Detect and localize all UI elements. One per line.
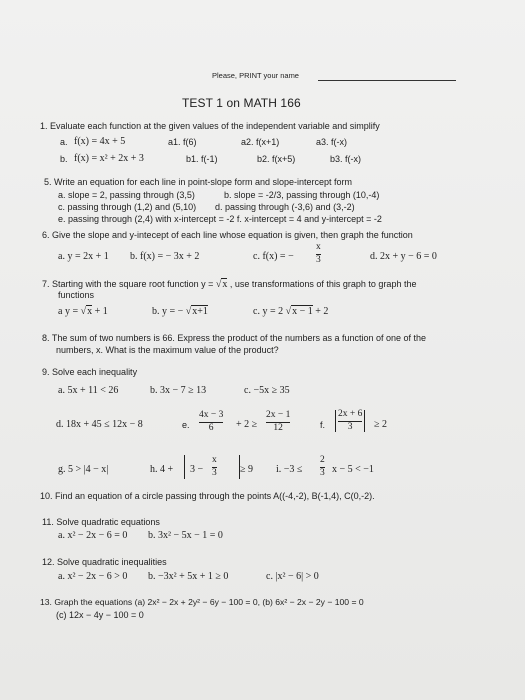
- q7-a: [58, 306, 108, 317]
- q7-b: [152, 306, 208, 317]
- q7-b-radicand: x+1: [192, 306, 208, 317]
- q12-b: b. −3x² + 5x + 1 ≥ 0: [148, 571, 229, 582]
- q12-prompt: 12. Solve quadratic inequalities: [42, 557, 167, 567]
- q9-i-numerator: 2: [320, 455, 325, 465]
- q7-a-suffix: + 1: [92, 306, 108, 317]
- page-title: TEST 1 on MATH 166: [182, 96, 301, 110]
- q7-c-prefix: c. y = 2: [253, 306, 286, 317]
- q7-c: [253, 306, 328, 317]
- q11-a: a. x² − 2x − 6 = 0: [58, 530, 128, 541]
- q9-e-fraction1: [199, 411, 223, 433]
- q1-b-function: f(x) = x² + 2x + 3: [74, 153, 144, 164]
- q9-i-suffix: x − 5 < −1: [332, 464, 374, 475]
- name-underline[interactable]: [318, 80, 456, 81]
- q1-prompt: 1. Evaluate each function at the given values of the independent variable and simplify: [40, 121, 380, 131]
- q5-d: d. passing through (-3,6) and (3,-2): [215, 202, 355, 212]
- q6-c-denominator: 3: [316, 254, 321, 265]
- q13-line1: 13. Graph the equations (a) 2x² − 2x + 2y² − 6y − 100 = 0, (b) 6x² − 2x − 2y − 100 = 0: [40, 597, 364, 607]
- q1-a-label: a.: [60, 137, 68, 147]
- q7-c-sqrt-sign: √: [285, 306, 292, 317]
- q8-line1: 8. The sum of two numbers is 66. Express the product of the numbers as a function of one of the: [42, 333, 427, 343]
- q6-a: a. y = 2x + 1: [58, 251, 109, 262]
- q12-a: a. x² − 2x − 6 > 0: [58, 571, 128, 582]
- q9-h-denominator: 3: [212, 467, 217, 478]
- q9-f-numerator: 2x + 6: [338, 409, 363, 419]
- q9-a: a. 5x + 11 < 26: [58, 385, 119, 396]
- q1-b3: b3. f(-x): [330, 154, 362, 164]
- q7-prompt-line2: functions: [58, 290, 95, 300]
- print-name-label: Please, PRINT your name: [212, 71, 299, 80]
- q9-b: b. 3x − 7 ≥ 13: [150, 385, 207, 396]
- q5-c: c. passing through (1,2) and (5,10): [58, 202, 197, 212]
- q9-i-denominator: 3: [320, 467, 325, 478]
- q7-sqrt-sign: √: [215, 279, 222, 290]
- q13-line2: (c) 12x − 4y − 100 = 0: [56, 610, 144, 620]
- q7-c-radicand: x − 1: [292, 306, 313, 317]
- q9-f-denominator: 3: [347, 421, 353, 432]
- q9-i-prefix: i. −3 ≤: [276, 464, 303, 475]
- q9-h-relation: ≥ 9: [240, 464, 253, 475]
- q7-b-prefix: b. y = −: [152, 306, 186, 317]
- q7-a-prefix: a y =: [58, 306, 81, 317]
- q7-prompt-before: 7. Starting with the square root function y =: [42, 279, 216, 289]
- q9-f-relation: ≥ 2: [374, 419, 387, 430]
- q5-e-f: e. passing through (2,4) with x-intercept = -2 f. x-intercept = 4 and y-intercept = -2: [58, 214, 382, 224]
- q5-b: b. slope = -2/3, passing through (10,-4): [224, 190, 380, 200]
- q7-prompt-radicand: x: [222, 279, 228, 290]
- q9-f-label: f.: [320, 420, 326, 430]
- q9-h-prefix: h. 4 +: [150, 464, 174, 475]
- q9-e-f1-numerator: 4x − 3: [199, 410, 224, 420]
- q9-h-fraction: [212, 456, 217, 478]
- q9-e-middle: + 2 ≥: [236, 419, 258, 430]
- q6-c-numerator: x: [316, 242, 321, 252]
- q6-d: d. 2x + y − 6 = 0: [370, 251, 437, 262]
- q7-b-sqrt-sign: √: [185, 306, 192, 317]
- q1-b-label: b.: [60, 154, 68, 164]
- q1-b1: b1. f(-1): [186, 154, 218, 164]
- q9-i-fraction: [320, 456, 325, 478]
- q6-prompt: 6. Give the slope and y-intecept of each line whose equation is given, then graph the function: [42, 230, 413, 240]
- q1-a3: a3. f(-x): [316, 137, 348, 147]
- q9-f-absolute-fraction: [335, 410, 365, 432]
- q7-prompt: [42, 279, 416, 290]
- q6-b: b. f(x) = − 3x + 2: [130, 251, 200, 262]
- q7-a-sqrt-sign: √: [80, 306, 87, 317]
- q9-e-label: e.: [182, 420, 190, 430]
- q7-a-radicand: x: [87, 306, 93, 317]
- q9-prompt: 9. Solve each inequality: [42, 367, 138, 377]
- q9-h-numerator: x: [212, 455, 217, 465]
- q9-h-inner: 3 −: [190, 464, 204, 475]
- q9-e-f2-numerator: 2x − 1: [266, 410, 291, 420]
- q9-e-fraction2: [266, 411, 290, 433]
- q8-line2: numbers, x. What is the maximum value of the product?: [56, 345, 279, 355]
- q12-c: c. |x² − 6| > 0: [266, 571, 319, 582]
- q1-a-function: f(x) = 4x + 5: [74, 136, 126, 147]
- q9-c: c. −5x ≥ 35: [244, 385, 290, 396]
- q9-g: g. 5 > |4 − x|: [58, 464, 109, 475]
- q7-c-suffix: + 2: [312, 306, 329, 317]
- q11-prompt: 11. Solve quadratic equations: [42, 517, 160, 527]
- q5-a: a. slope = 2, passing through (3,5): [58, 190, 195, 200]
- q1-a1: a1. f(6): [168, 137, 197, 147]
- q1-b2: b2. f(x+5): [257, 154, 296, 164]
- q6-c-fraction: [316, 243, 321, 265]
- q7-prompt-after: , use transformations of this graph to graph the: [227, 279, 417, 289]
- q9-e-f2-denominator: 12: [273, 422, 283, 433]
- q5-prompt: 5. Write an equation for each line in point-slope form and slope-intercept form: [44, 177, 352, 187]
- q9-e-f1-denominator: 6: [208, 422, 214, 433]
- q6-c-prefix: c. f(x) = −: [253, 251, 294, 262]
- q1-a2: a2. f(x+1): [241, 137, 280, 147]
- q11-b: b. 3x² − 5x − 1 = 0: [148, 530, 223, 541]
- q10-text: 10. Find an equation of a circle passing through the points A((-4,-2), B(-1,4), C(0,-2).: [40, 491, 375, 501]
- q9-d: d. 18x + 45 ≤ 12x − 8: [56, 419, 143, 430]
